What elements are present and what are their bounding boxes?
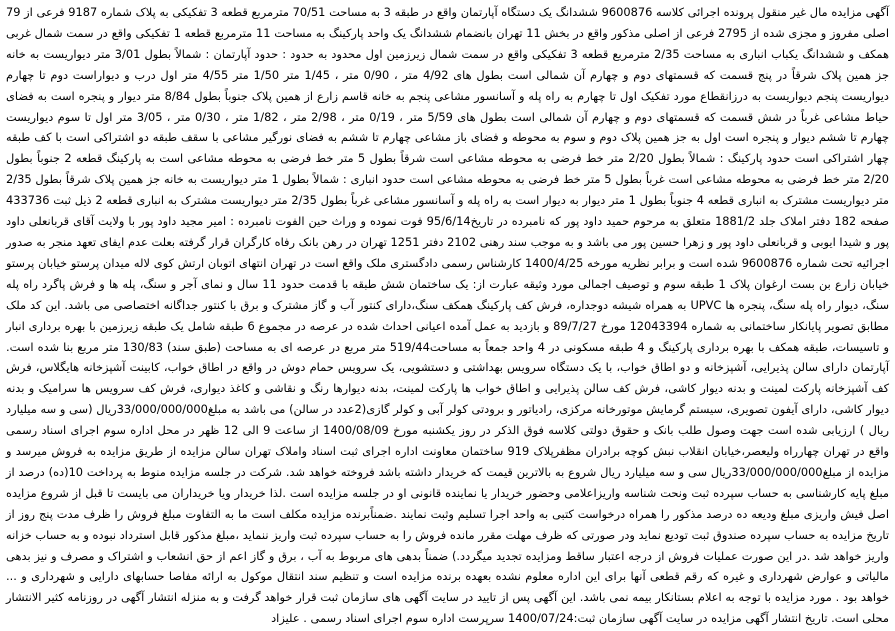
- auction-notice-text: آگهی مزایده مال غیر منقول پرونده اجرائی کلاسه 9600876 ششدانگ یک دستگاه آپارتمان واقع در طبقه 3 به مساحت 70/51 مترمربع قطعه 3 تفکیکی به پلاک شماره 9187 فرعی از 79 اصلی مفروز و مجزی شده از 2795 فرعی از اصلی مذکور واقع در بخش 11 تهران بانضمام ششدانگ یک واحد پارکینگ به مساحت 11 مترمربع قطعه 1 تفکیکی واقع در سمت شمال غربی همکف و ششدانگ یکباب انباری به مساحت 2/35 مترمربع قطعه 3 تفکیکی واقع در سمت شمال زیرزمین اول محدود به حدود : حدود آپارتمان : شمالاً بطول 3/01 متر دیواریست به خانه جز همین پلاک شرقاً در پنج قسمت که قسمتهای دوم و چهارم آن شمالی است بطول های 4/92 متر ، 0/90 متر ، 1/45 متر 1/50 متر 4/55 متر اول درب و دیواراست دوم تا چهارم دیواریست پنجم دیواریست به درزانقطاع مورد تفکیک اول تا چهارم به راه پله و آسانسور مشاعی پنجم به خانه قاسم زارع از همین پلاک جنوباً بطول 8/84 متر دیوار و پنجره است به فضای حیاط مشاعی غرباً در شش قسمت که قسمتهای دوم و چهارم آن شمالی است بطول های 5/59 متر ، 0/19 متر ، 2/98 متر ، 1/82 متر ، 0/30 متر ، 3/05 متر اول تا سوم دیواریست چهارم تا ششم دیوار و پنجره است اول به جز همین پلاک دوم و سوم به محوطه و فضای باز مشاعی چهارم تا ششم به فضای نورگیر مشاعی با سقف طبقه دو اشتراکی است با کف طبقه چهار اشتراکی است حدود پارکینگ : شمالاً بطول 2/20 متر خط فرضی به محوطه مشاعی است شرقاً بطول 5 متر خط فرضی به محوطه مشاعی است به پارکینگ قطعه 2 جنوباً بطول 2/20 متر خط فرضی به محوطه مشاعی است غرباً بطول 5 متر خط فرضی به محوطه مشاعی است حدود انباری : شمالاً بطول 1 متر دیواریست به خانه جز همین پلاک شرقاً بطول 2/35 متر دیواریست مشترک به انباری قطعه 4 جنوباً بطول 1 متر دیوار به دیوار است به راه پله و آسانسور مشاعی غرباً بطول 2/35 متر دیواریست مشترک به انباری قطعه 2 ذیل ثبت 433736 صفحه 182 دفتر املاک جلد 1881/2 متعلق به مرحوم حمید داود پور که نامبرده در تاریخ95/6/14 فوت نموده و وراث حین الفوت نامبرده : امیر مجید داود پور با ولایت آقای قربانعلی داود پور و شیدا ایوبی و قربانعلی داود پور و زهرا حسین پور می باشد و به موجب سند رهنی 2102 دفتر 1251 تهران در رهن بانک رفاه کارگران قرار گرفته بعلت عدم ایفای تعهد منجر به صدور اجرائیه تحت شماره 9600876 شده است و برابر نظریه مورخه 1400/4/25 کارشناس رسمی دادگستری ملک واقع است در تهران انتهای اتوبان ارتش کوی لاله میدان پرستو خیابان پرستو خیابان زارع بن بست ارغوان پلاک 1 طبقه سوم و توصیف اجمالی مورد وثیقه عبارت از: یک ساختمان شش طبقه با قدمت حدود 11 سال و نمای آجر و سنگ، پله ها و فرش پاگرد راه پله سنگ، دیوار راه پله سنگ، پنجره ها UPVC به همراه شیشه دوجداره، فرش کف پارکینگ همکف سنگ،دارای کنتور آب و گاز مشترک و برق با کنتور جداگانه اختصاصی می باشد. این کد ملک مطابق تصویر پایانکار ساختمانی به شماره 12043394 مورخ 89/7/27 و بازدید به عمل آمده اعیانی احداث شده در عرصه در مجموع 6 طبقه شامل یک طبقه زیرزمین با بهره برداری انبار و تاسیسات، طبقه همکف با بهره برداری پارکینگ و 4 طبقه مسکونی در 4 واحد جمعاً به مساحت519/44 متر مربع در عرصه ای به مساحت (طبق سند) 130/83 متر مربع بنا شده است. آپارتمان دارای سالن پذیرایی، آشپزخانه و دو اطاق خواب، با یک دستگاه سرویس بهداشتی و دستشویی، یک سرویس حمام دوش در واقع در اطاق خواب، کابینت آشپزخانه هایگلاس، فرش کف آشپزخانه پارکت لمینت و بدنه دیوار کاشی، فرش کف سالن پذیرایی و اطاق خواب ها پارکت لمینت، بدنه دیوارها رنگ و نقاشی و کاغذ دیواری، فرش کف سرویس ها سرامیک و بدنه دیوار کاشی، دارای آیفون تصویری، سیستم گرمایش موتورخانه مرکزی، رادیاتور و برودتی کولر آبی و کولر گازی(2عدد در سالن) می باشد به مبلغ33/000/000/000ریال (سی و سه میلیارد ریال ) ارزیابی شده است جهت وصول طلب بانک و حقوق دولتی کلاسه فوق الذکر در روز یکشنبه مورخ 1400/08/09 از ساعت 9 الی 12 ظهر در محل اداره سوم اجرای اسناد رسمی واقع در تهران چهارراه ولیعصر،خیابان انقلاب نبش کوچه برادران مظفرپلاک 919 ساختمان معاونت اداره اجرای ثبت اسناد واملاک تهران سالن مزایده از طریق مزایده به فروش میرسد و مزایده از مبلغ33/000/000/000ریال سی و سه میلیارد ریال شروع به بالاترین قیمت که خریدار داشته باشد فروخته خواهد شد. شرکت در جلسه مزایده منوط به پرداخت 10(ده) درصد از مبلغ پایه کارشناسی به حساب سپرده ثبت ونحت شناسه واریزاعلامی وحضور خریدار یا نماینده قانونی او در جلسه مزایده است .لذا خریدار ویا خریداران می بایست تا قبل از شروع مزایده اصل فیش واریزی مبلغ ودیعه ده درصد مذکور را همراه درخواست کتبی به واحد اجرا تسلیم وثبت نمایند .ضمناًبرنده مزایده مکلف است ما به التفاوت مبلغ فروش را ظرف مدت پنج روز از تاریخ مزایده به حساب سپرده صندوق ثبت تودیع نماید ودر صورتی که ظرف مهلت مقرر مانده فروش را به حساب سپرده ثبت واریز ننماید ،مبلغ مذکور قابل استرداد نبوده و به حساب خزانه واریز خواهد شد .در این صورت عملیات فروش از درجه اعتبار ساقط ومزایده تجدید میگردد.) ضمناً بدهی های مربوط به آب ، برق و گاز اعم از حق انشعاب و اشتراک و مصرف و نیز بدهی مالیاتی و عوارض شهرداری و غیره که رقم قطعی آنها برای این اداره معلوم نشده بعهده برنده مزایده است و تنظیم سند انتقال موکول به ارائه مفاصا حسابهای دارایی و شهرداری و ... خواهد بود . مورد مزایده با توجه به اعلام بستانکار بیمه نمی باشد. این آگهی پس از تایید در سایت آگهی های سازمان ثبت قرار خواهد گرفت و به منزله انتشار آگهی در روزنامه کثیر الانتشار محلی است. تاریخ انتشار آگهی مزایده در سایت آگهی سازمان ثبت:1400/07/24 سرپرست اداره سوم اجرای اسناد رسمی . علیزاد: [6, 5, 890, 626]
